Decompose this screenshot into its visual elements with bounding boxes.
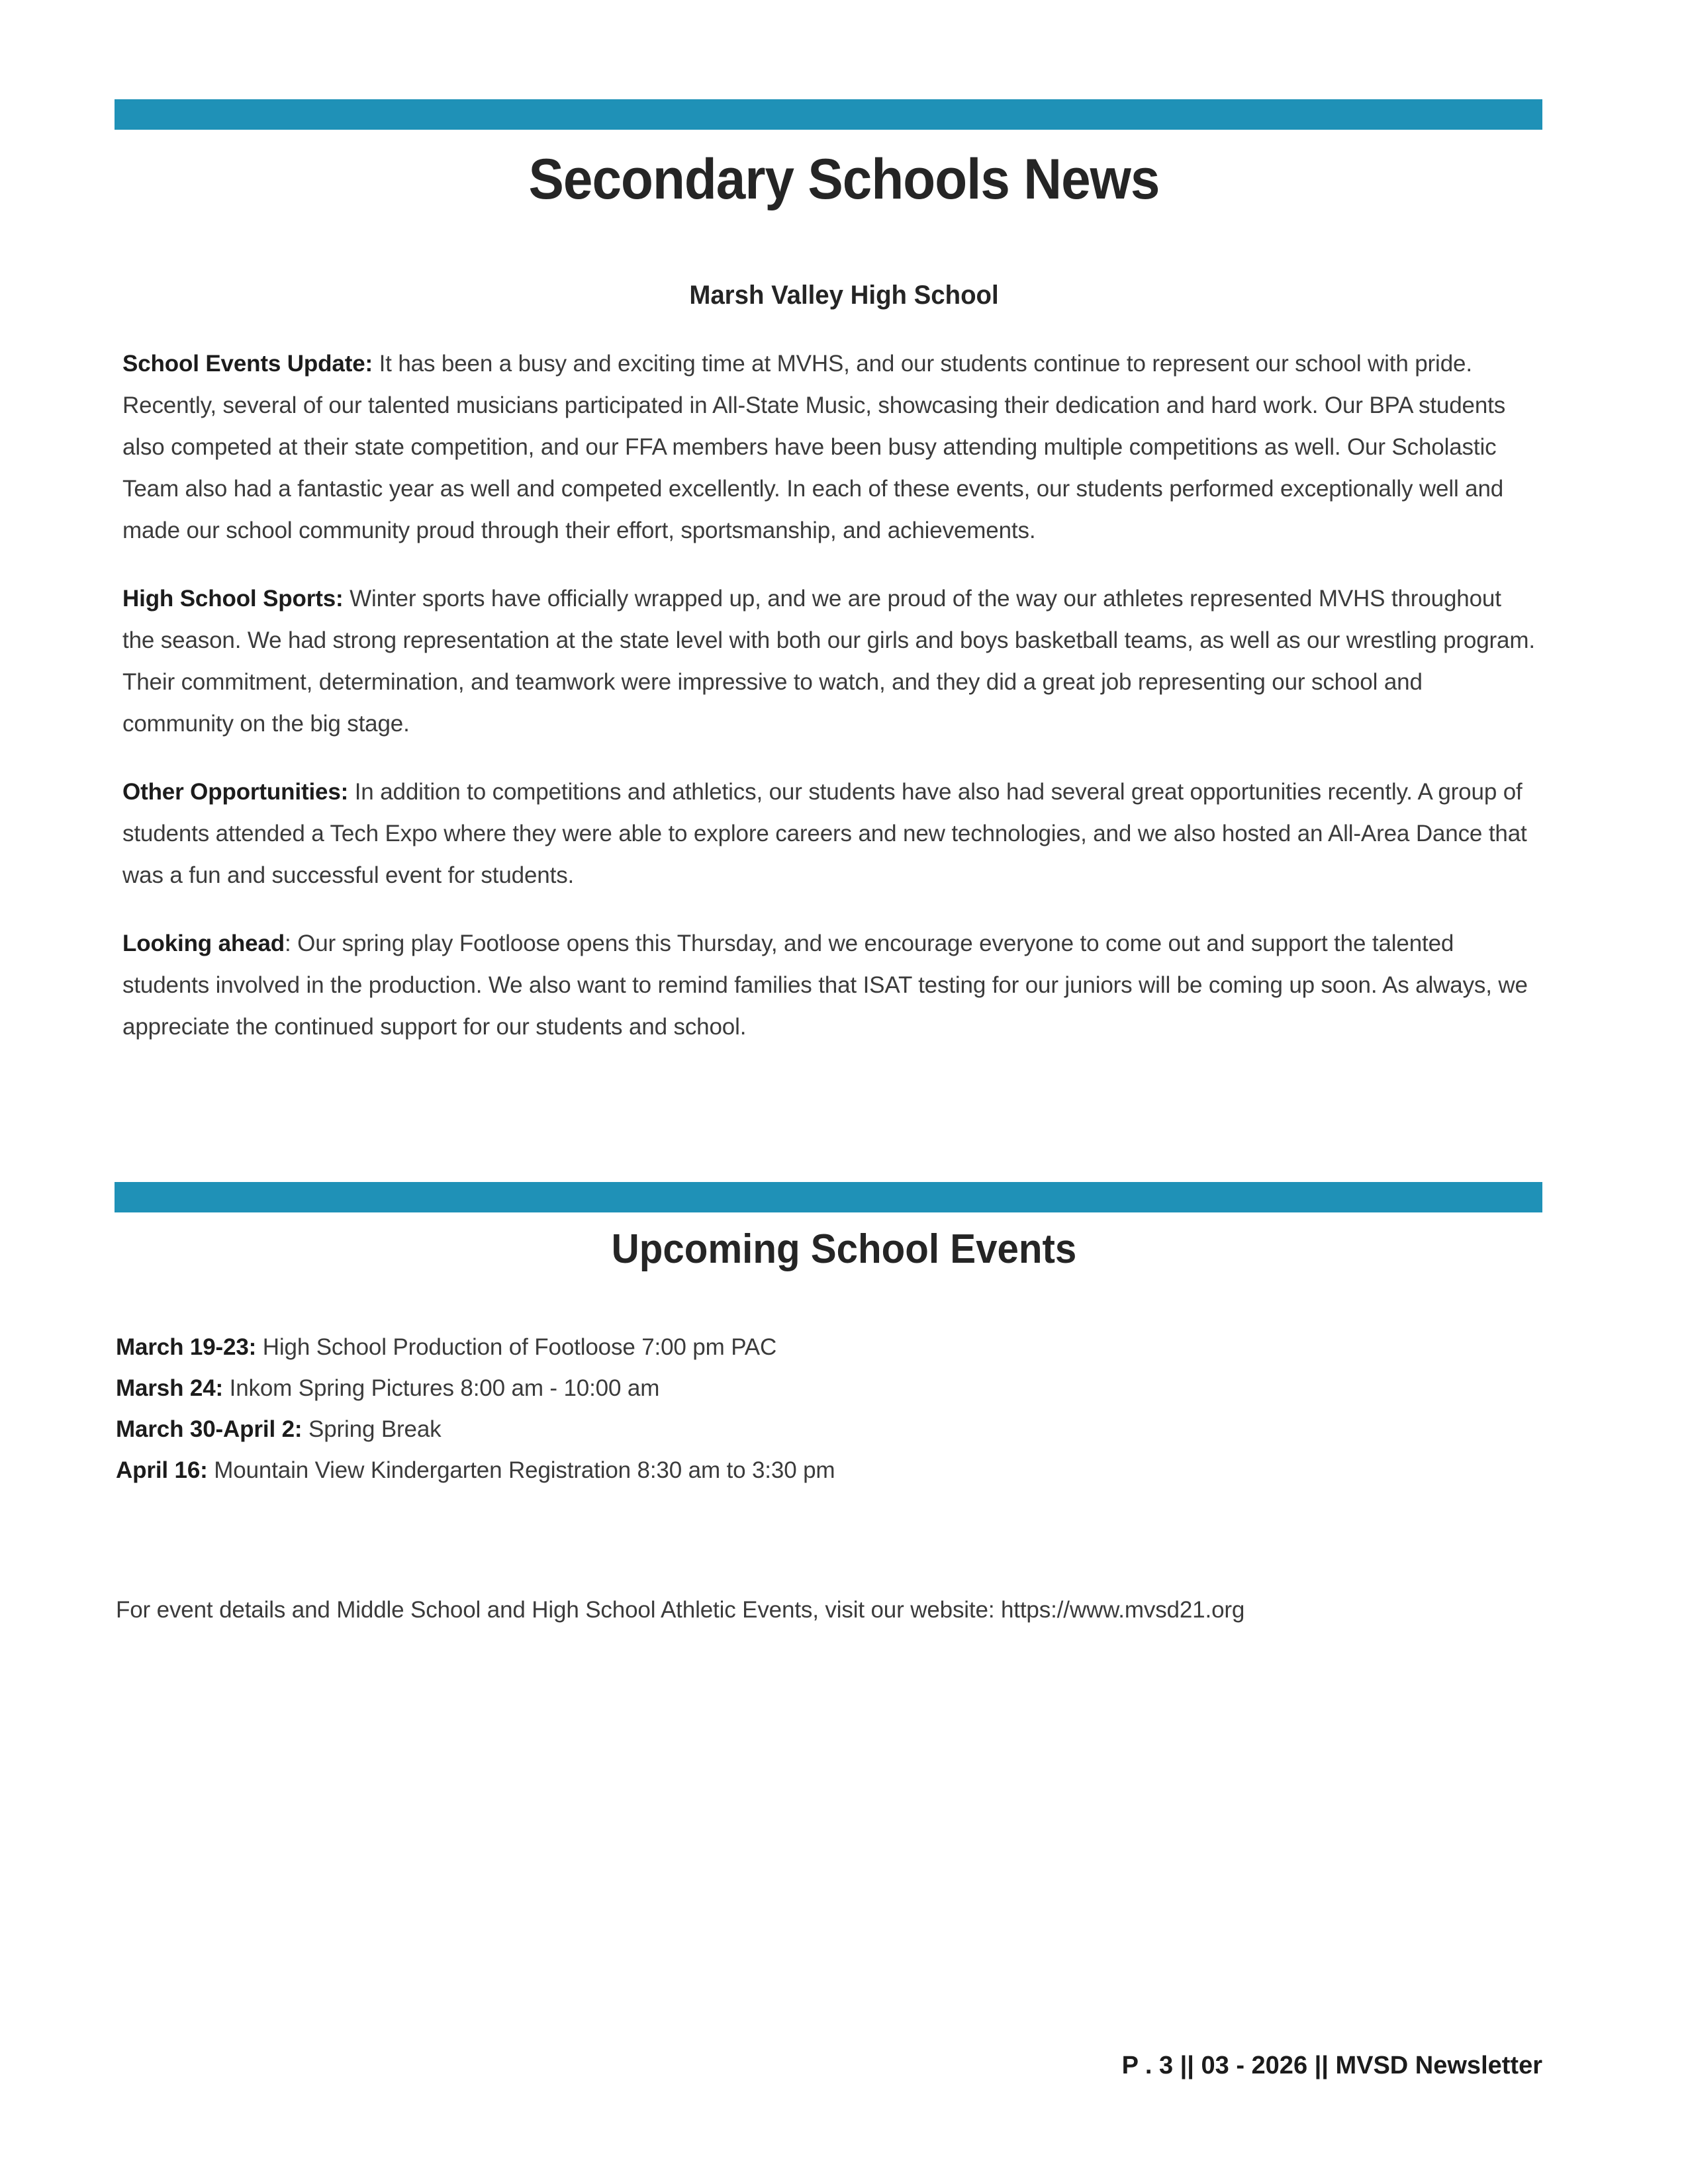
paragraph-high-school-sports [122,578,1536,745]
list-item [116,1409,1506,1450]
event-date: March 19-23: [116,1334,257,1360]
page-title: Secondary Schools News [528,148,1160,211]
page-footer: P . 3 || 03 - 2026 || MVSD Newsletter [1121,2052,1542,2079]
paragraph-lead: High School Sports: [122,586,344,612]
event-date: April 16: [116,1457,208,1483]
website-note: For event details and Middle School and High School Athletic Events, visit our website: https://www.mvsd21.org [116,1597,1245,1623]
events-section-title: Upcoming School Events [611,1226,1077,1272]
paragraph-lead: Looking ahead [122,931,285,956]
paragraph-other-opportunities [122,771,1536,896]
article-body [122,343,1536,1048]
paragraph-lead: School Events Update: [122,351,373,377]
list-item [116,1450,1506,1491]
paragraph-text: In addition to competitions and athletics, our students have also had several great opportunities recently. A group of students attended a Tech Expo where they were able to explore careers and new technologies, and we also hosted an All-Area Dance that was a fun and successful event for students. [122,779,1527,888]
event-date: Marsh 24: [116,1375,224,1401]
list-item [116,1327,1506,1368]
paragraph-text: It has been a busy and exciting time at MVHS, and our students continue to represent our school with pride. Recently, several of our talented musicians participated in All-State Music, showcasing their dedication and hard work. Our BPA students also competed at their state competition, and our FFA members have been busy attending multiple competitions as well. Our Scholastic Team also had a fantastic year as well and competed excellently. In each of these events, our students performed exceptionally well and made our school community proud through their effort, sportsmanship, and achievements. [122,351,1506,543]
list-item [116,1368,1506,1409]
accent-rule-top [115,99,1542,130]
event-description: Spring Break [302,1416,442,1442]
event-description: High School Production of Footloose 7:00 pm PAC [256,1334,777,1360]
paragraph-text: Winter sports have officially wrapped up, and we are proud of the way our athletes represented MVHS throughout the season. We had strong representation at the state level with both our girls and boys basketball teams, as well as our wrestling program. Their commitment, determination, and teamwork were impressive to watch, and they did a great job representing our school and community on the big stage. [122,586,1535,737]
event-description: Inkom Spring Pictures 8:00 am - 10:00 am [223,1375,660,1401]
paragraph-looking-ahead [122,923,1536,1048]
paragraph-school-events-update [122,343,1536,551]
events-list [116,1327,1506,1491]
event-description: Mountain View Kindergarten Registration 8:30 am to 3:30 pm [207,1457,835,1483]
event-date: March 30-April 2: [116,1416,303,1442]
paragraph-lead: Other Opportunities: [122,779,349,805]
accent-rule-middle [115,1182,1542,1212]
paragraph-text: : Our spring play Footloose opens this Thursday, and we encourage everyone to come out and support the talented students involved in the production. We also want to remind families that ISAT testing for our juniors will be coming up soon. As always, we appreciate the continued support for our students and school. [122,931,1528,1040]
school-subtitle: Marsh Valley High School [689,281,999,310]
